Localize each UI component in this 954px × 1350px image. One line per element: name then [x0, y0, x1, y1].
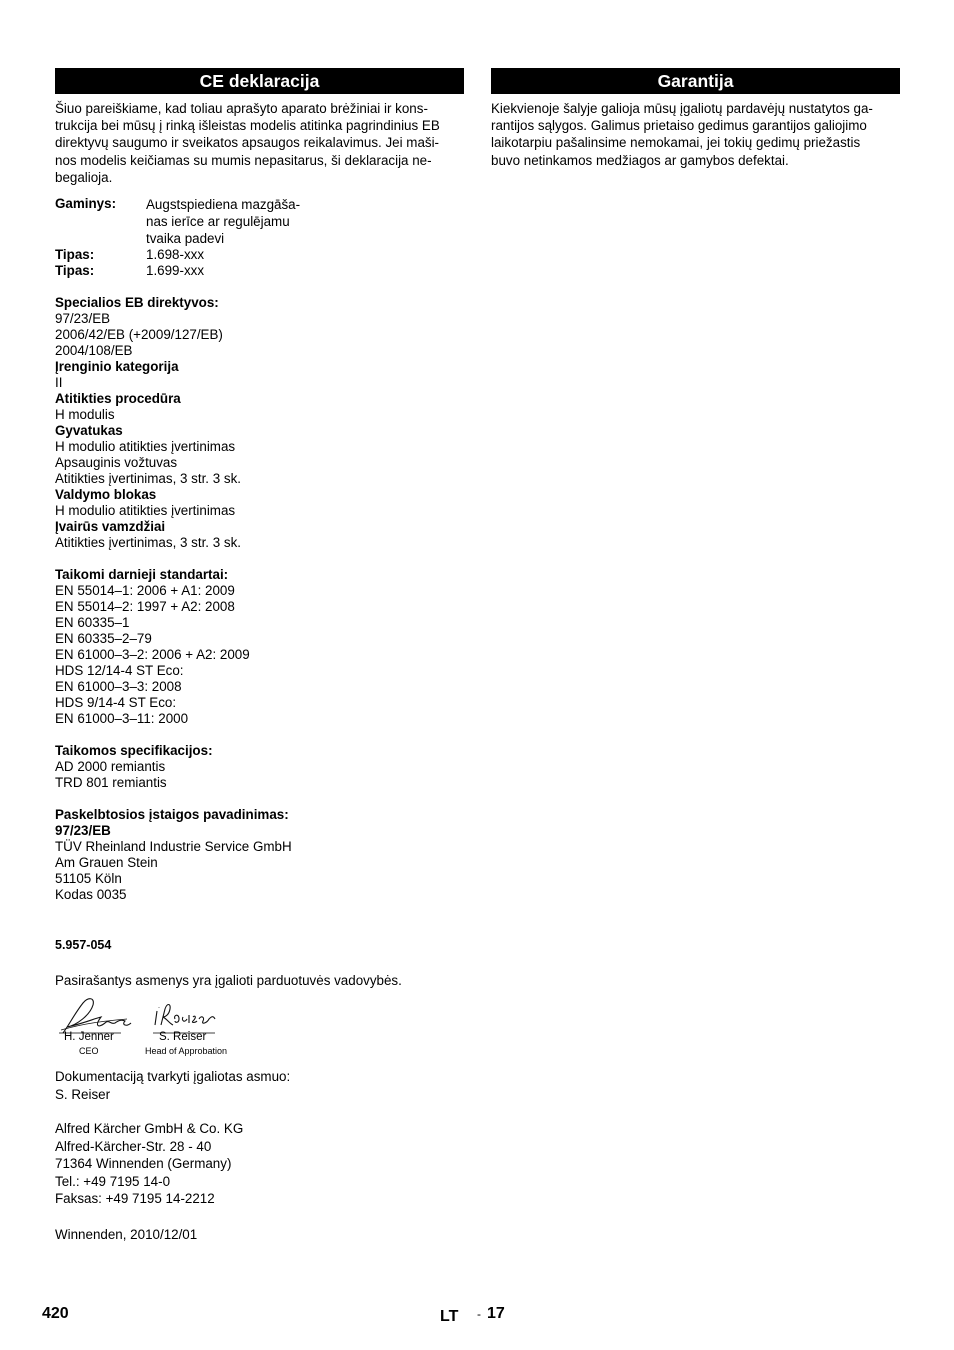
directive-item: 97/23/EB	[55, 311, 111, 327]
intro-line: trukcija bei mūsų į rinką išleistas modelis atitinka pagrindinius EB	[55, 118, 440, 134]
product-line: Augstspiediena mazgāša-	[146, 197, 301, 213]
intro-line: Šiuo pareiškiame, kad toliau aprašyto aparato brėžiniai ir kons-	[55, 101, 428, 116]
coil-item: Apsauginis vožtuvas	[55, 455, 178, 471]
standard-item: EN 60335–2–79	[55, 631, 152, 647]
doc-authority	[55, 1068, 290, 1103]
spec-item: AD 2000 remiantis	[55, 759, 166, 775]
warranty-line: rantijos sąlygos. Galimus prietaiso gedimus garantijos galiojimo	[491, 118, 867, 134]
intro-line: begalioja.	[55, 169, 113, 185]
intro-line: nos modelis keičiamas su mumis nepasitarus, ši deklaracija ne-	[55, 152, 432, 168]
procedure-label: Atitikties procedūra	[55, 391, 181, 407]
standard-item: EN 61000–3–3: 2008	[55, 679, 182, 695]
language-code: LT	[440, 1308, 459, 1325]
category-value: II	[55, 375, 63, 391]
signer1-title: CEO	[79, 1046, 99, 1056]
directive-item: 2004/108/EB	[55, 343, 133, 359]
pipes-value: Atitikties įvertinimas, 3 str. 3 sk.	[55, 535, 242, 551]
control-value: H modulio atitikties įvertinimas	[55, 503, 236, 519]
coil-item: H modulio atitikties įvertinimas	[55, 439, 236, 455]
coil-label: Gyvatukas	[55, 423, 123, 439]
notified-body-line: Kodas 0035	[55, 887, 127, 903]
coil-item: Atitikties įvertinimas, 3 str. 3 sk.	[55, 471, 242, 487]
doc-authority-label: Dokumentaciją tvarkyti įgaliotas asmuo:	[55, 1069, 291, 1084]
product-row	[55, 196, 464, 247]
control-label: Valdymo blokas	[55, 487, 157, 503]
type-row-1	[55, 247, 464, 263]
warranty-paragraph	[491, 100, 900, 169]
product-label: Gaminys:	[55, 196, 117, 212]
warranty-title: Garantija	[491, 68, 900, 94]
page-number: 420	[42, 1305, 69, 1322]
company-line: Faksas: +49 7195 14-2212	[55, 1191, 215, 1206]
type-value: 1.698-xxx	[146, 247, 205, 263]
spec-item: TRD 801 remiantis	[55, 775, 167, 791]
company-address	[55, 1120, 243, 1208]
warranty-section	[491, 68, 900, 169]
directive-item: 2006/42/EB (+2009/127/EB)	[55, 327, 223, 343]
warranty-line: Kiekvienoje šalyje galioja mūsų įgaliotų pardavėjų nustatytos ga-	[491, 101, 873, 116]
type-label: Tipas:	[55, 263, 95, 279]
ce-intro-paragraph	[55, 100, 464, 186]
product-line: nas ierīce ar regulējamu	[146, 214, 290, 230]
product-line: tvaika padevi	[146, 231, 225, 247]
signers-note: Pasirašantys asmenys yra įgalioti parduotuvės vadovybės.	[55, 973, 402, 988]
place-date: Winnenden, 2010/12/01	[55, 1227, 198, 1242]
footer-dash: -	[477, 1307, 481, 1321]
standard-item: EN 61000–3–11: 2000	[55, 711, 189, 727]
specs-label: Taikomos specifikacijos:	[55, 743, 213, 759]
company-line: 71364 Winnenden (Germany)	[55, 1156, 232, 1171]
type-label: Tipas:	[55, 247, 95, 263]
ce-declaration-title: CE deklaracija	[55, 68, 464, 94]
product-value	[146, 196, 321, 247]
category-label: Įrenginio kategorija	[55, 359, 179, 375]
standard-item: EN 55014–2: 1997 + A2: 2008	[55, 599, 235, 615]
company-line: Tel.: +49 7195 14-0	[55, 1173, 171, 1189]
standard-item: HDS 9/14-4 ST Eco:	[55, 695, 177, 711]
signer2-name: S. Reiser	[159, 1031, 207, 1043]
notified-body-directive: 97/23/EB	[55, 823, 111, 839]
type-value: 1.699-xxx	[146, 263, 205, 279]
standards-label: Taikomi darnieji standartai:	[55, 567, 229, 583]
procedure-value: H modulis	[55, 407, 115, 423]
ce-declaration-section	[55, 68, 464, 903]
standard-item: EN 55014–1: 2006 + A1: 2009	[55, 583, 235, 599]
type-row-2	[55, 263, 464, 279]
document-number: 5.957-054	[55, 938, 112, 952]
signer2-title: Head of Approbation	[145, 1046, 228, 1056]
warranty-line: laikotarpiu pašalinsime nemokamai, jei tokių gedimų priežastis	[491, 135, 861, 151]
doc-authority-name: S. Reiser	[55, 1086, 111, 1102]
warranty-line: buvo netinkamos medžiagos ar gamybos defektai.	[491, 152, 789, 168]
signature-block	[55, 995, 255, 1057]
intro-line: direktyvų saugumo ir sveikatos apsaugos reikalavimus. Jei maši-	[55, 135, 440, 151]
pipes-label: Įvairūs vamzdžiai	[55, 519, 166, 535]
company-line: Alfred-Kärcher-Str. 28 - 40	[55, 1138, 212, 1154]
standard-item: EN 61000–3–2: 2006 + A2: 2009	[55, 647, 250, 663]
directives-label: Specialios EB direktyvos:	[55, 295, 219, 311]
notified-body-line: 51105 Köln	[55, 871, 122, 887]
standard-item: HDS 12/14-4 ST Eco:	[55, 663, 184, 679]
notified-body-line: TÜV Rheinland Industrie Service GmbH	[55, 839, 292, 855]
notified-body-label: Paskelbtosios įstaigos pavadinimas:	[55, 807, 289, 823]
sub-page-number: 17	[487, 1305, 505, 1322]
standard-item: EN 60335–1	[55, 615, 130, 631]
notified-body-line: Am Grauen Stein	[55, 855, 158, 871]
company-line: Alfred Kärcher GmbH & Co. KG	[55, 1121, 244, 1136]
signer1-name: H. Jenner	[64, 1031, 114, 1043]
